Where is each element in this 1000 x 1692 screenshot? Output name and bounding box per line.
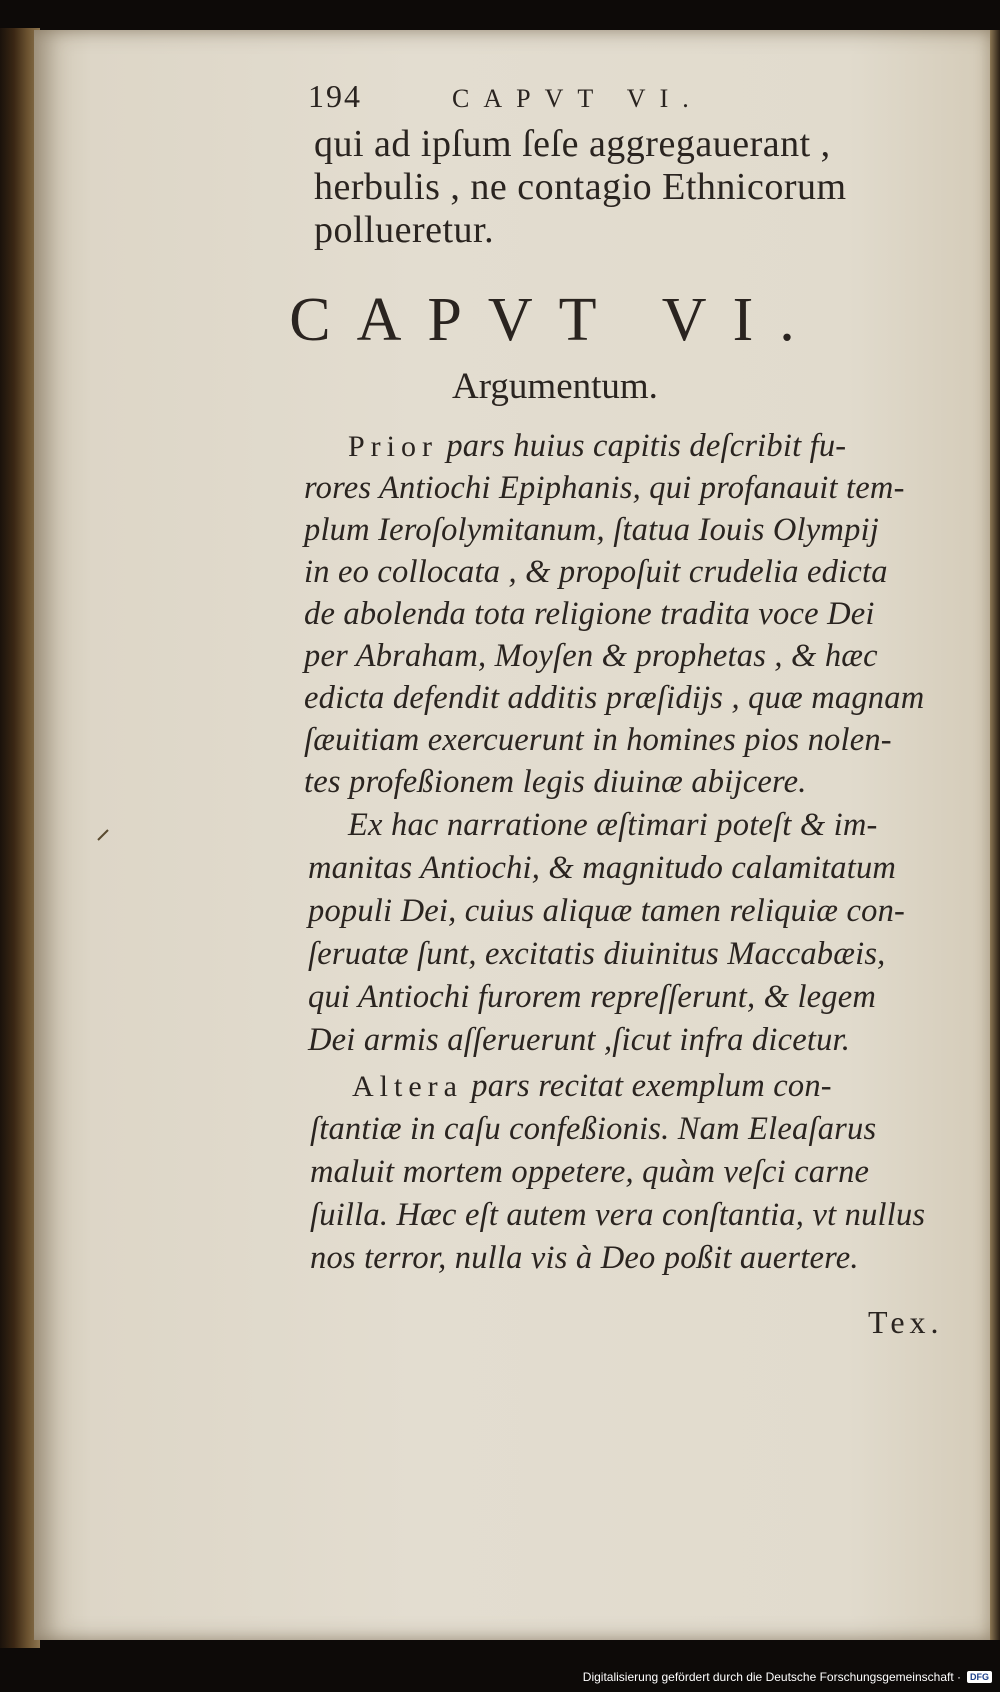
text-line: manitas Antiochi, & magnitudo calamitatum — [308, 850, 897, 886]
text-line: ſtantiæ in caſu confeßionis. Nam Eleaſarus — [310, 1111, 877, 1147]
text-line: in eo collocata , & propoſuit crudelia edicta — [304, 554, 888, 590]
text-line: edicta defendit additis præſidijs , quæ magnam — [304, 680, 925, 716]
chapter-title: CAPVT VI. — [289, 286, 821, 354]
text-line: herbulis , ne contagio Ethnicorum — [314, 166, 847, 208]
text-line: Dei armis aſſeruerunt ,ſicut infra dicetur. — [308, 1022, 851, 1058]
text-line: pollueretur. — [314, 209, 495, 251]
paragraph-first-line — [348, 428, 846, 465]
text-line: ſeruatæ ſunt, excitatis diuinitus Maccabæis, — [308, 936, 886, 972]
catchword: Tex. — [868, 1304, 944, 1340]
footer-text: Digitalisierung gefördert durch die Deutsche Forschungsgemeinschaft · — [582, 1670, 961, 1684]
paragraph-initial: Altera — [352, 1070, 463, 1103]
text-line: qui Antiochi furorem repreſſerunt, & legem — [308, 979, 877, 1015]
text-line: de abolenda tota religione tradita voce Dei — [304, 596, 875, 632]
text-line: Ex hac narratione æſtimari poteſt & im- — [348, 807, 878, 843]
chapter-subtitle: Argumentum. — [452, 366, 658, 407]
text-line: qui ad ipſum ſeſe aggregauerant , — [314, 123, 831, 165]
text-line: ſæuitiam exercuerunt in homines pios nolen- — [304, 722, 892, 758]
text-line: maluit mortem oppetere, quàm veſci carne — [310, 1154, 870, 1190]
page-edge — [990, 30, 1000, 1640]
text-line: populi Dei, cuius aliquæ tamen reliquiæ con- — [308, 893, 906, 929]
running-head — [308, 78, 703, 115]
text-line: plum Ieroſolymitanum, ſtatua Iouis Olympij — [304, 512, 879, 548]
paragraph-first-line — [352, 1068, 832, 1105]
text-line: pars huius capitis deſcribit fu- — [446, 428, 847, 464]
text-line: tes profeßionem legis diuinæ abijcere. — [304, 764, 807, 800]
text-line: pars recitat exemplum con- — [471, 1068, 832, 1104]
text-line: per Abraham, Moyſen & prophetas , & hæc — [304, 638, 878, 674]
pencil-mark — [96, 828, 110, 842]
dfg-logo: DFG — [967, 1671, 992, 1683]
text-line: nos terror, nulla vis à Deo poßit auertere. — [310, 1240, 859, 1276]
digitization-footer — [583, 1666, 992, 1688]
text-line: rores Antiochi Epiphanis, qui profanauit tem- — [304, 470, 905, 506]
text-line: ſuilla. Hæc eſt autem vera conſtantia, vt nullus — [310, 1197, 926, 1233]
paragraph-initial: Prior — [348, 430, 438, 463]
page-number: 194 — [308, 78, 362, 114]
running-head-chapter: CAPVT VI. — [452, 84, 703, 113]
